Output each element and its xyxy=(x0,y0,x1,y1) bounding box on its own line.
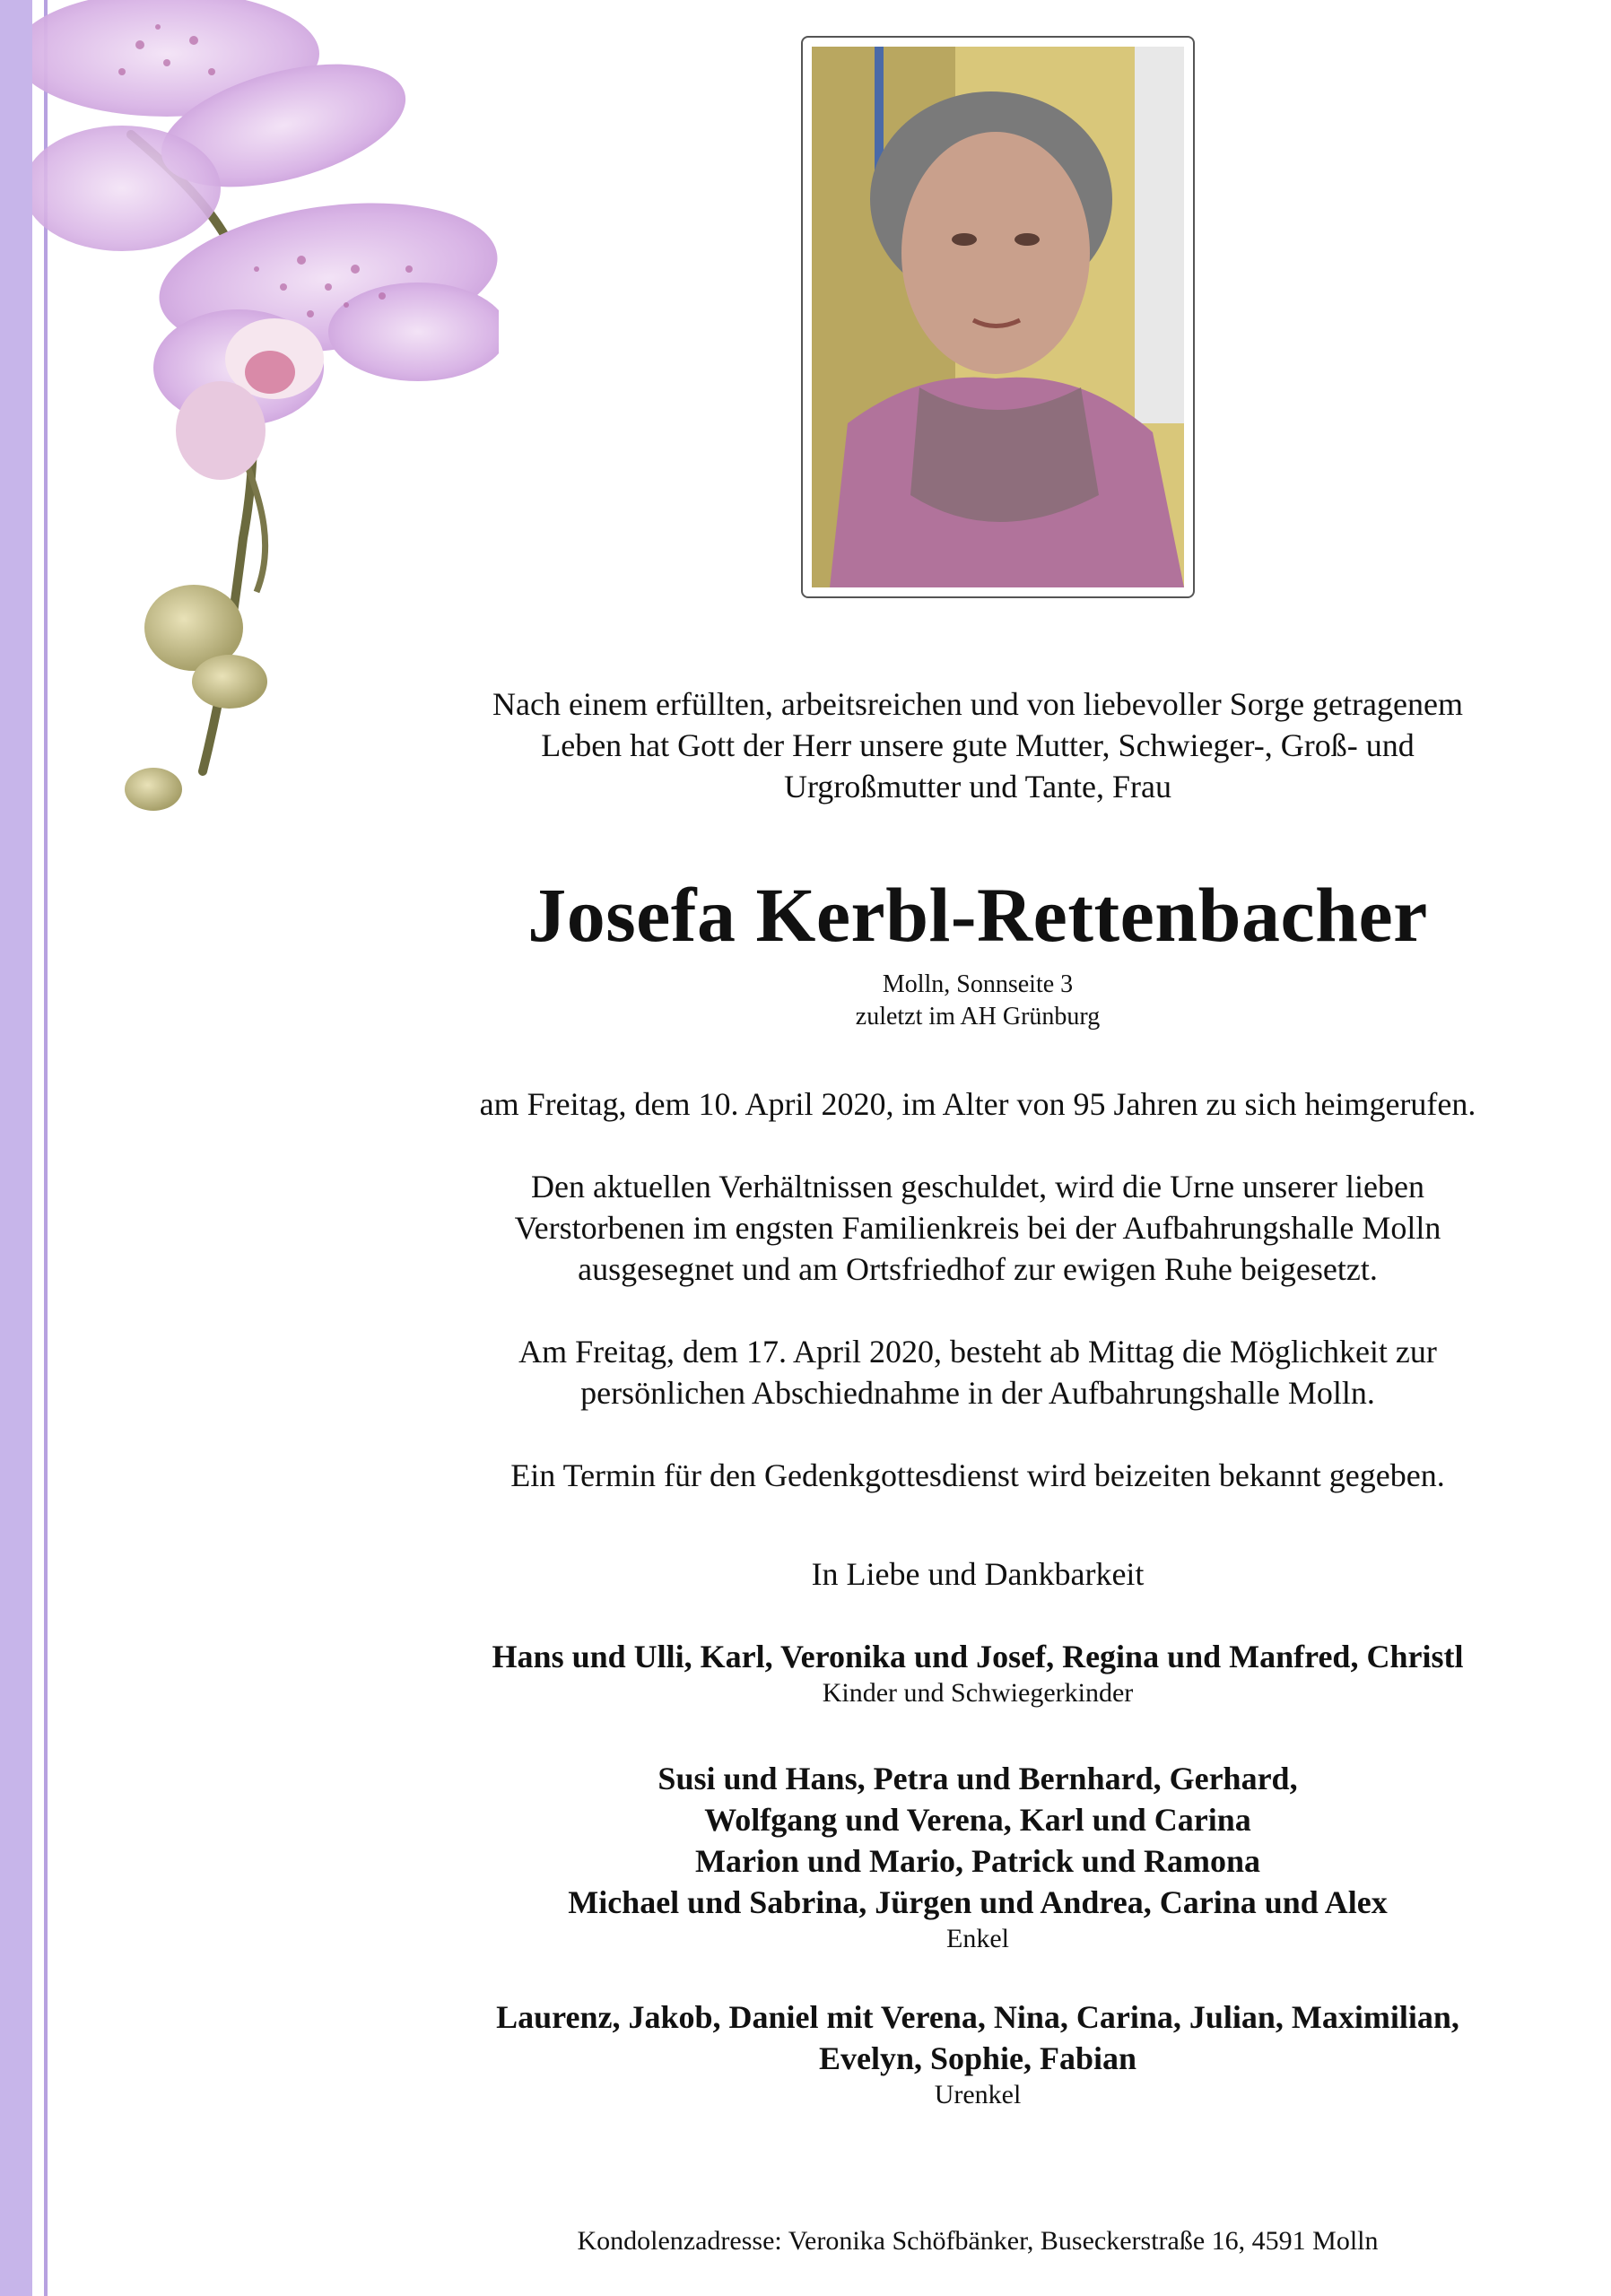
mourner-role: Kinder und Schwiegerkinder xyxy=(822,1678,1134,1708)
mourner-line: Susi und Hans, Petra und Bernhard, Gerhard, xyxy=(657,1761,1298,1796)
mourner-line: Laurenz, Jakob, Daniel mit Verena, Nina, Carina, Julian, Maximilian, xyxy=(496,1999,1459,2035)
condolence-address: Kondolenzadresse: Veronika Schöfbänker, Buseckerstraße 16, 4591 Molln xyxy=(577,2226,1379,2256)
intro-text xyxy=(422,683,1534,807)
mourner-role: Enkel xyxy=(946,1924,1009,1953)
death-notice: am Freitag, dem 10. April 2020, im Alter von 95 Jahren zu sich heimgerufen. xyxy=(479,1086,1476,1122)
mourners-children xyxy=(422,1636,1534,1709)
farewell-line: persönlichen Abschiednahme in der Aufbahrungshalle Molln. xyxy=(580,1375,1375,1411)
closing-text: In Liebe und Dankbarkeit xyxy=(811,1556,1145,1592)
mourner-line: Evelyn, Sophie, Fabian xyxy=(818,2040,1137,2076)
intro-line: Urgroßmutter und Tante, Frau xyxy=(783,769,1172,804)
mourner-line: Marion und Mario, Patrick und Ramona xyxy=(694,1843,1261,1879)
portrait-frame xyxy=(801,36,1195,598)
memorial-text: Ein Termin für den Gedenkgottesdienst wird beizeiten bekannt gegeben. xyxy=(510,1457,1445,1493)
portrait-photo xyxy=(812,47,1184,587)
deceased-address xyxy=(422,969,1534,1033)
mourner-line: Wolfgang und Verena, Karl und Carina xyxy=(704,1802,1251,1838)
mourners-great-grandchildren xyxy=(422,1996,1534,2111)
mourner-names xyxy=(422,1758,1534,1923)
address-line: zuletzt im AH Grünburg xyxy=(855,1003,1101,1031)
address-line: Molln, Sonnseite 3 xyxy=(882,970,1074,998)
intro-line: Leben hat Gott der Herr unsere gute Mutter, Schwieger-, Groß- und xyxy=(541,727,1415,763)
farewell-text xyxy=(422,1331,1534,1413)
funeral-line: ausgesegnet und am Ortsfriedhof zur ewigen Ruhe beigesetzt. xyxy=(578,1251,1378,1287)
funeral-line: Den aktuellen Verhältnissen geschuldet, wird die Urne unserer lieben xyxy=(530,1169,1424,1205)
mourner-line: Michael und Sabrina, Jürgen und Andrea, Carina und Alex xyxy=(568,1884,1388,1920)
farewell-line: Am Freitag, dem 17. April 2020, besteht ab Mittag die Möglichkeit zur xyxy=(518,1334,1437,1370)
mourner-names xyxy=(422,1996,1534,2079)
funeral-line: Verstorbenen im engsten Familienkreis bei der Aufbahrungshalle Molln xyxy=(514,1210,1441,1246)
mourner-line: Hans und Ulli, Karl, Veronika und Josef, Regina und Manfred, Christl xyxy=(492,1639,1464,1674)
mourner-names xyxy=(422,1636,1534,1677)
deceased-name: Josefa Kerbl-Rettenbacher xyxy=(527,872,1428,958)
mourners-grandchildren xyxy=(422,1758,1534,1955)
side-band xyxy=(0,0,32,2296)
intro-line: Nach einem erfüllten, arbeitsreichen und von liebevoller Sorge getragenem xyxy=(492,686,1463,722)
funeral-text xyxy=(422,1166,1534,1290)
mourner-role: Urenkel xyxy=(934,2080,1022,2109)
